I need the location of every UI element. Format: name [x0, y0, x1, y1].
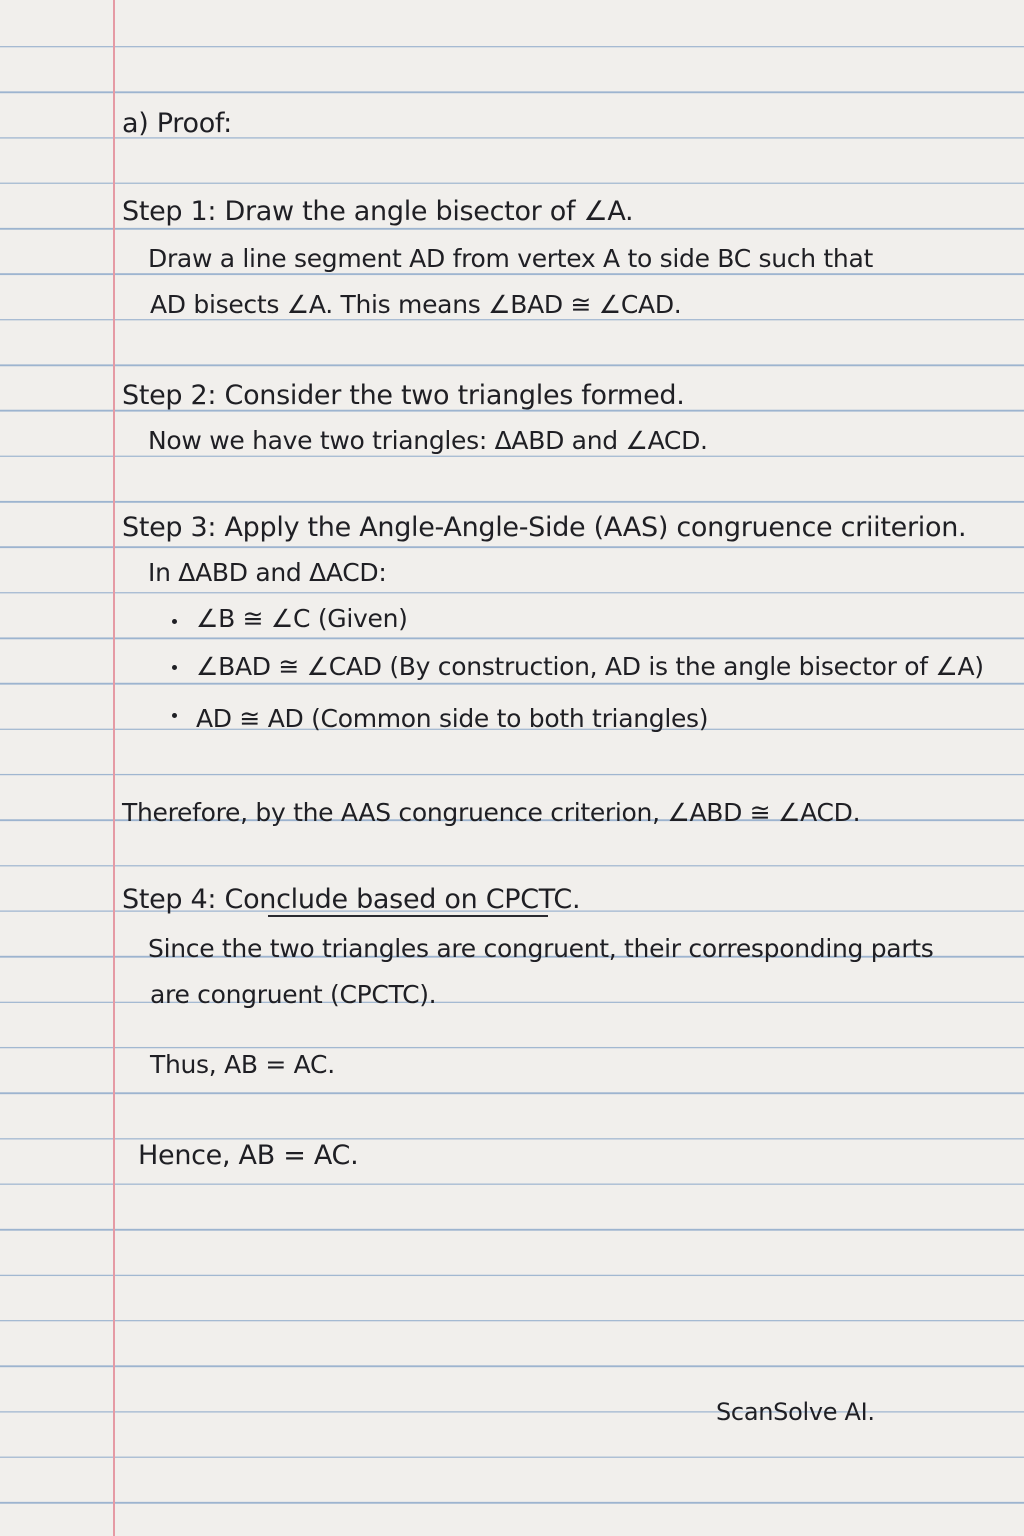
- step3-bullet-1: ∠B ≅ ∠C (Given): [196, 604, 408, 633]
- step1-heading: Step 1: Draw the angle bisector of ∠A.: [122, 196, 634, 227]
- signature: ScanSolve AI.: [716, 1398, 875, 1426]
- bullet-dot: [172, 713, 177, 718]
- bullet-dot: [172, 619, 177, 624]
- step3-line1: In ΔABD and ΔACD:: [148, 558, 387, 587]
- step4-line1: Since the two triangles are congruent, their corresponding parts: [148, 934, 934, 963]
- step2-heading: Step 2: Consider the two triangles formed.: [122, 380, 685, 411]
- conclusion-line: Hence, AB = AC.: [138, 1140, 359, 1171]
- step4-line3: Thus, AB = AC.: [150, 1050, 335, 1079]
- step2-line1: Now we have two triangles: ΔABD and ∠ACD.: [148, 426, 708, 455]
- bullet-dot: [172, 665, 177, 670]
- proof-title: a) Proof:: [122, 108, 232, 139]
- therefore-line: Therefore, by the AAS congruence criterion, ∠ABD ≅ ∠ACD.: [122, 798, 861, 827]
- step1-line1: Draw a line segment AD from vertex A to side BC such that: [148, 244, 873, 273]
- step3-heading: Step 3: Apply the Angle-Angle-Side (AAS) congruence criiterion.: [122, 512, 967, 543]
- margin-line: [113, 0, 115, 1536]
- step3-bullet-3: AD ≅ AD (Common side to both triangles): [196, 704, 709, 733]
- step4-heading: Step 4: Conclude based on CPCTC.: [122, 884, 581, 915]
- heading-underline: [268, 915, 548, 917]
- step4-line2: are congruent (CPCTC).: [150, 980, 437, 1009]
- step3-bullet-2: ∠BAD ≅ ∠CAD (By construction, AD is the angle bisector of ∠A): [196, 652, 984, 681]
- step1-line2: AD bisects ∠A. This means ∠BAD ≅ ∠CAD.: [150, 290, 682, 319]
